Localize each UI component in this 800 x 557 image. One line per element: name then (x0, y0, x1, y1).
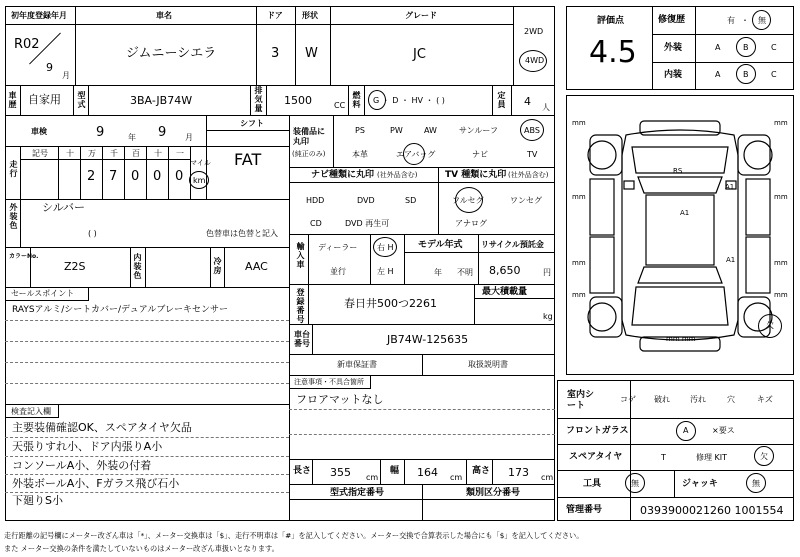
seat-burn: コゲ (620, 395, 636, 404)
interior-grade-b: B (743, 70, 749, 79)
model-year-label: モデル年式 (418, 240, 463, 250)
equip-abs: ABS (524, 126, 540, 135)
displacement-value: 1500 (284, 94, 312, 107)
first-reg-label: 初年度登録年月 (11, 11, 67, 20)
equip-ps: PS (355, 126, 365, 135)
inspector-label: 検査記入欄 (11, 407, 51, 416)
tv-oneseg: ワンセグ (510, 196, 542, 205)
jack-label: ジャッキ (682, 479, 718, 489)
class-number-label: 類別区分番号 (466, 488, 521, 498)
seat-hole: 穴 (727, 395, 735, 404)
exterior-color-note: 色替車は色替と記入 (206, 229, 278, 238)
shift-value: FAT (234, 150, 262, 169)
svg-text:mm: mm (774, 259, 788, 267)
exterior-grade-c: C (771, 43, 777, 52)
equip-navi: ナビ (472, 150, 488, 159)
height-value: 173 (508, 466, 529, 479)
height-label: 高さ (472, 466, 491, 476)
max-load-kg: kg (543, 312, 553, 321)
seat-stain: 汚れ (690, 395, 706, 404)
import-parallel: 並行 (330, 267, 346, 276)
mgmt-value: 0393900021260 1001554 (640, 504, 784, 517)
import-left: 左 H (377, 267, 394, 276)
door-count: 3 (271, 46, 280, 61)
svg-text:mm: mm (774, 291, 788, 299)
mileage-unit-1: 十 (66, 149, 74, 158)
car-name-label: 車名 (156, 11, 172, 20)
mark-a1-roof: A1 (725, 183, 735, 191)
recycle-value: 8,650 (489, 264, 521, 277)
seat-label: 室内シート (567, 390, 595, 411)
svg-text:mm: mm (572, 259, 586, 267)
equip-leather: 本革 (352, 150, 368, 159)
interior-color-label: 内装色 (133, 253, 142, 280)
fuel-options: G ・ D ・ HV ・ ( ) (373, 96, 445, 105)
km-label: km (193, 176, 206, 185)
import-dealer: ディーラー (318, 243, 358, 252)
spare-missing: 欠 (760, 452, 768, 461)
mileage-digit-2: 2 (87, 169, 96, 184)
tools-value: 無 (631, 479, 639, 488)
sales-point-text: RAYSアルミ/シートカバー/デュアルブレーキセンサー (12, 305, 229, 315)
tools-label: 工具 (583, 479, 602, 489)
nav-sub: (社外品含む) (377, 171, 418, 179)
mark-a1-rear: A1 (726, 256, 736, 264)
shift-label: シフト (240, 119, 264, 128)
inspector-line-3: コンソールA小、外装の付着 (12, 459, 152, 472)
first-reg-era: R02 (14, 37, 40, 52)
capacity-label: 定員 (497, 91, 506, 109)
length-label: 長さ (293, 466, 312, 476)
inspector-line-4: 外装ボールA小、Fガラス飛び石小 (12, 477, 180, 490)
mileage-unit-2: 万 (88, 149, 96, 158)
mileage-digit-4: 0 (131, 169, 140, 184)
car-name: ジムニーシエラ (126, 46, 217, 61)
width-cm: cm (450, 473, 463, 482)
mark-rs: RS (673, 167, 683, 175)
inspection-year-unit: 年 (128, 133, 136, 142)
svg-text:mm mm: mm mm (666, 335, 696, 343)
color-no-value: Z2S (64, 260, 86, 273)
shape-label: 形状 (302, 11, 318, 20)
jack-value: 無 (752, 479, 760, 488)
cc-unit: CC (334, 101, 346, 110)
equipment-sub: (純正のみ) (292, 150, 326, 158)
svg-text:mm: mm (774, 119, 788, 127)
nav-label: ナビ種類に丸印 (311, 170, 375, 180)
equip-aw: AW (424, 126, 437, 135)
first-reg-month: 9 (46, 61, 53, 74)
nav-dvd-playback: DVD 再生可 (345, 219, 390, 228)
equip-tv: TV (527, 150, 538, 159)
mileage-sign-label: 記号 (32, 149, 48, 158)
interior-grade-label: 内装 (664, 70, 683, 80)
seat-tear: 破れ (654, 395, 670, 404)
repair-history-label: 修復歴 (658, 15, 686, 25)
nav-hdd: HDD (306, 196, 325, 205)
history-value: 自家用 (28, 93, 61, 106)
model-year-unit: 年 (434, 268, 442, 277)
spare-tire-label: スペアタイヤ (569, 452, 623, 462)
seat-scratch: キズ (757, 395, 773, 404)
footer-line-1: 走行距離の記号欄にメーター改ざん車は「*」、メーター交換車は「$」、走行不明車は「#」を記入してください。メーター交換で合算表示した場合にも「$」を記入してください。 (4, 531, 584, 540)
svg-text:mm: mm (774, 193, 788, 201)
color-no-label: カラーNo. (9, 253, 39, 260)
length-value: 355 (330, 466, 351, 479)
width-label: 幅 (390, 466, 400, 476)
score-label: 評価点 (597, 16, 625, 26)
registration-value: 春日井500つ2261 (344, 297, 437, 310)
chassis-value: JB74W-125635 (387, 333, 469, 346)
interior-grade-c: C (771, 70, 777, 79)
tv-sub: (社外品含む) (508, 171, 549, 179)
displacement-label: 排気量 (254, 86, 263, 113)
mile-label: マイル (190, 159, 211, 167)
model-year-unknown: 不明 (457, 268, 473, 277)
repair-no: 無 (758, 16, 766, 25)
inspector-line-5: 下廻りS小 (12, 494, 63, 507)
exterior-color-value: シルバー (42, 201, 85, 214)
notes-text: フロアマットなし (296, 393, 384, 406)
mileage-label: 走行 (9, 160, 18, 178)
mileage-unit-6: 一 (176, 149, 184, 158)
mileage-unit-3: 千 (110, 149, 118, 158)
notes-label: 注意事項・不具合箇所 (294, 378, 364, 386)
ac-label: 冷房 (213, 257, 222, 275)
ac-value: AAC (245, 260, 268, 273)
inspection-month: 9 (158, 125, 167, 140)
grade-label: グレード (405, 11, 437, 20)
fuel-label: 燃料 (352, 91, 361, 109)
recycle-label: リサイクル預託金 (481, 240, 544, 249)
max-load-label: 最大積載量 (482, 287, 528, 297)
sales-point-label: セールスポイント (11, 289, 75, 298)
recycle-yen: 円 (543, 268, 551, 277)
history-label: 車歴 (8, 91, 17, 109)
drive-2wd: 2WD (524, 27, 544, 36)
nav-dvd: DVD (357, 196, 375, 205)
exterior-color-paren: ( ) (88, 229, 97, 238)
first-reg-month-unit: 月 (62, 71, 70, 80)
width-value: 164 (417, 466, 438, 479)
exterior-color-label: 外装色 (9, 203, 18, 230)
score-value: 4.5 (589, 35, 637, 70)
svg-text:mm: mm (572, 193, 586, 201)
model-value: 3BA-JB74W (130, 94, 193, 107)
glass-x: ×要ス (712, 426, 735, 435)
length-cm: cm (366, 473, 379, 482)
equipment-label: 装備品に丸印 (293, 127, 325, 146)
exterior-grade-label: 外装 (664, 43, 683, 53)
import-right: 右 H (377, 243, 394, 252)
capacity-value: 4 (524, 95, 531, 108)
glass-a: A (683, 426, 689, 435)
owner-manual: 取扱説明書 (468, 360, 508, 369)
mark-a1-side: A1 (680, 209, 690, 217)
inspection-year: 9 (96, 125, 105, 140)
shape-value: W (305, 46, 318, 61)
mileage-digit-6: 0 (175, 169, 184, 184)
type-designation-label: 型式指定番号 (330, 488, 385, 498)
door-label: ドア (267, 11, 283, 20)
mileage-digit-5: 0 (153, 169, 162, 184)
inspection-label: 車検 (31, 127, 47, 136)
equip-pw: PW (390, 126, 403, 135)
tv-analog: アナログ (455, 219, 487, 228)
inspector-line-1: 主要装備確認OK、スペアタイヤ欠品 (12, 421, 192, 434)
glass-label: フロントガラス (566, 426, 629, 436)
exterior-grade-b: B (743, 43, 749, 52)
nav-cd: CD (310, 219, 322, 228)
interior-grade-a: A (715, 70, 721, 79)
mileage-digit-3: 7 (109, 169, 118, 184)
mileage-unit-4: 百 (132, 149, 140, 158)
svg-text:mm: mm (572, 291, 586, 299)
mark-missing: 欠 (766, 321, 774, 330)
exterior-grade-a: A (715, 43, 721, 52)
registration-label: 登録番号 (296, 288, 305, 324)
spare-kit: 修理 KIT (696, 453, 728, 462)
import-label: 輸入車 (296, 242, 305, 269)
footer-line-2: また メーター交換の条件を満たしていないものはメーター改ざん車扱いとなります。 (4, 544, 279, 553)
tv-label: TV 種類に丸印 (445, 170, 507, 180)
repair-dot: ・ (741, 16, 749, 25)
svg-text:mm: mm (572, 119, 586, 127)
spare-t: T (661, 453, 666, 462)
equip-airbag: エアバッグ (396, 150, 436, 159)
height-cm: cm (541, 473, 554, 482)
nav-sd: SD (405, 196, 417, 205)
grade-value: JC (413, 47, 426, 62)
repair-yes: 有 (727, 16, 735, 25)
drive-4wd: 4WD (525, 56, 545, 65)
mileage-unit-5: 十 (154, 149, 162, 158)
model-label: 型式 (77, 91, 86, 109)
equip-sunroof: サンルーフ (459, 126, 498, 135)
new-car-warranty: 新車保証書 (337, 360, 377, 369)
mgmt-label: 管理番号 (566, 505, 603, 515)
inspection-month-unit: 月 (185, 133, 193, 142)
tv-fullseg: フルセグ (452, 196, 484, 205)
chassis-label: 車台番号 (294, 330, 310, 348)
inspector-line-2: 天張りすれ小、ドア内張りA小 (12, 440, 163, 453)
capacity-unit: 人 (542, 103, 550, 112)
